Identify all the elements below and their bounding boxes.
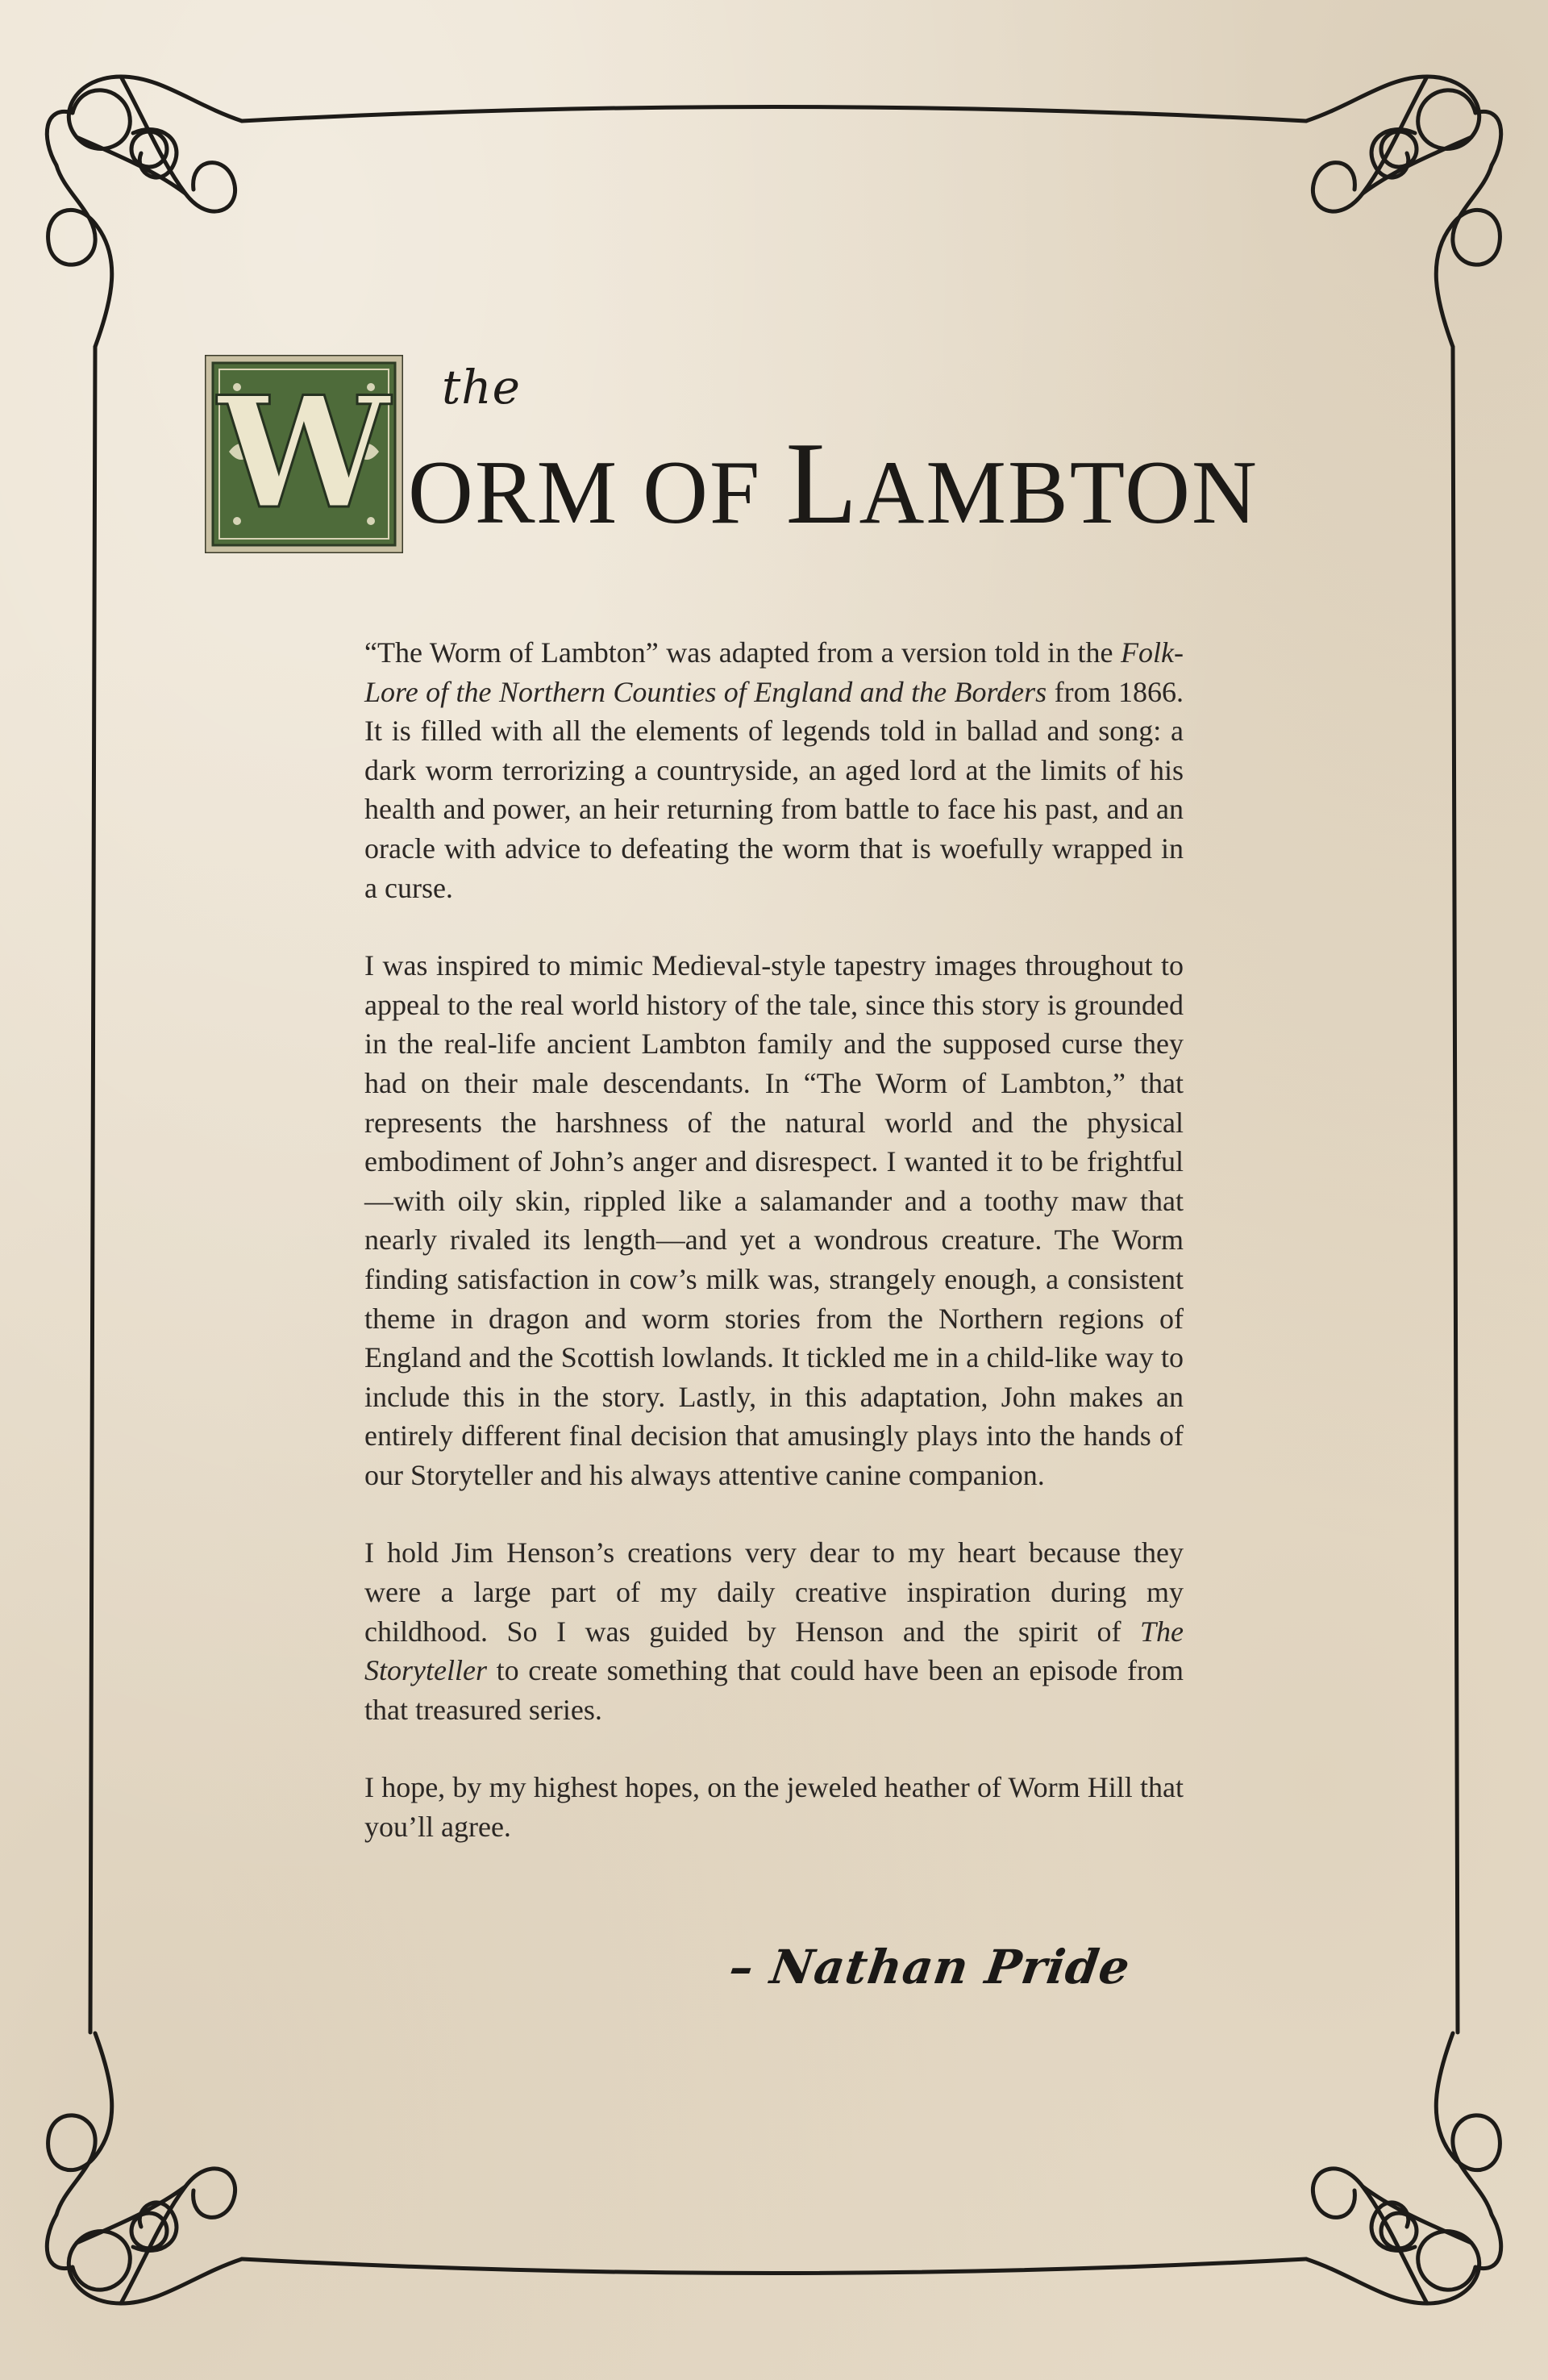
paragraph-1: “The Worm of Lambton” was adapted from a version told in the Folk-Lore of the Northern Counties of England and the Borders from 1866. It is filled with all the elements of legends told in ballad and song: a dark worm terrorizing a countryside, an aged lord at the limits of his health and power, an heir returning from battle to face his past, and an oracle with advice to defeating the worm that is woefully wrapped in a curse. xyxy=(364,636,1184,904)
paragraph-3: I hold Jim Henson’s creations very dear to my heart because they were a large part of my daily creative inspiration during my childhood. So I was guided by Henson and the spirit of The Storyteller to create something that could have been an episode from that treasured series. xyxy=(364,1536,1184,1726)
initial-w-icon xyxy=(205,355,403,553)
author-signature: – Nathan Pride xyxy=(726,1940,1134,1994)
paragraph-2: I was inspired to mimic Medieval-style tapestry images throughout to appeal to the real world history of the tale, since this story is grounded in the real-life ancient Lambton family and the supposed curse they had on their male descendants. In “The Worm of Lambton,” that represents the harshness of the natural world and the physical embodiment of John’s anger and disrespect. I wanted it to be frightful—with oily skin, rippled like a salamander and a toothy maw that nearly rivaled its length—and yet a wondrous creature. The Worm finding satisfaction in cow’s milk was, strangely enough, a consistent theme in dragon and worm stories from the Northern regions of England and the Scottish lowlands. It tickled me in a child-like way to include this in the story. Lastly, in this adaptation, John makes an entirely different final decision that amusingly plays into the hands of our Storyteller and his always attentive canine companion. xyxy=(364,949,1184,1491)
illuminated-initial xyxy=(205,355,403,553)
page-title: ORM OF LAMBTON xyxy=(408,418,1259,548)
svg-text:W: W xyxy=(218,363,390,543)
article-body xyxy=(364,633,1184,1886)
title-prefix: the xyxy=(442,360,521,415)
paragraph-4: I hope, by my highest hopes, on the jeweled heather of Worm Hill that you’ll agree. xyxy=(364,1771,1184,1844)
